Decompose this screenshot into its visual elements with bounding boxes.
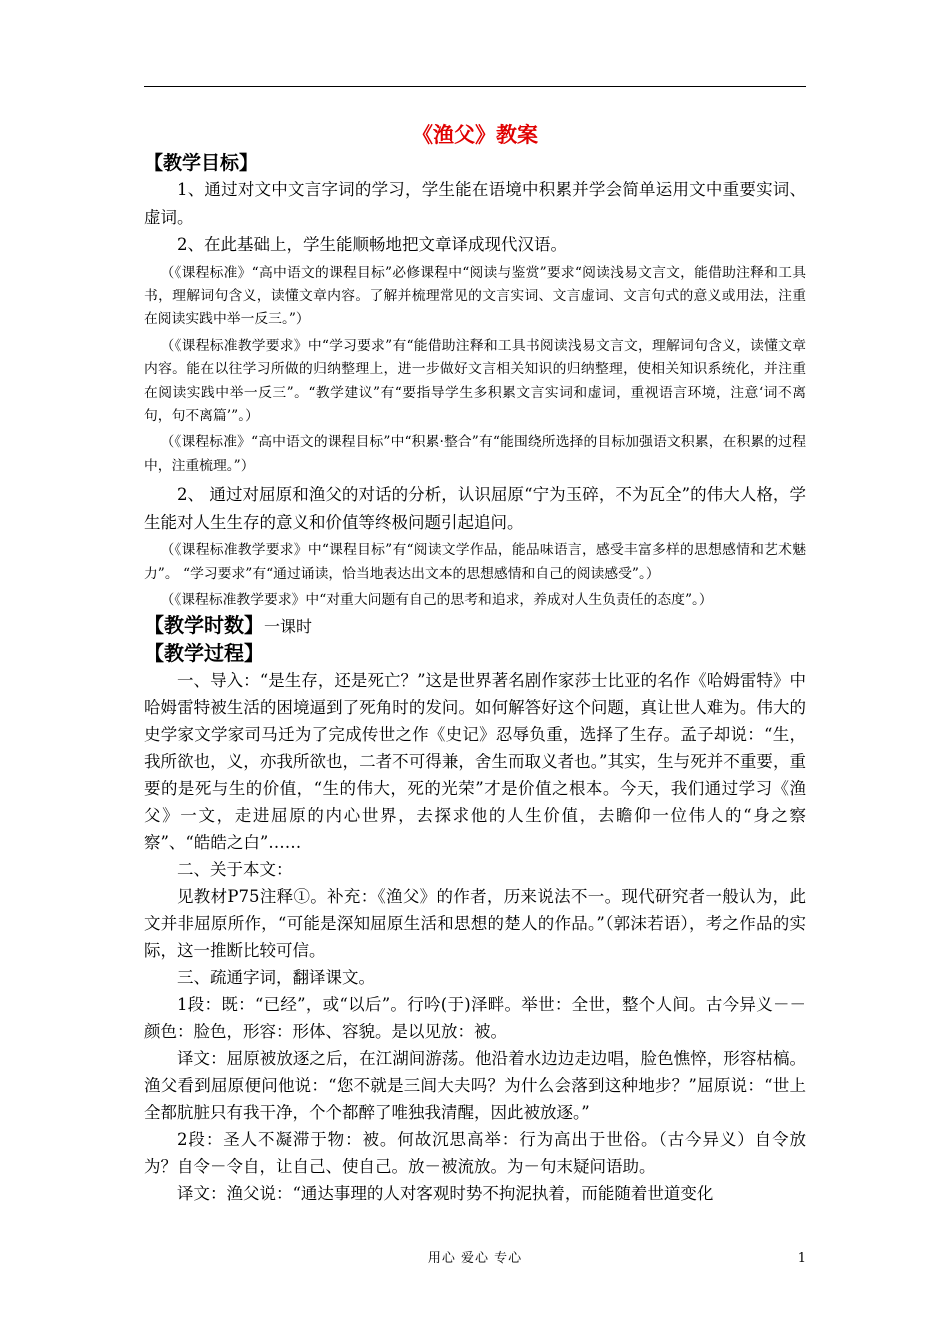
note-2: （《课程标准教学要求》中“学习要求”有“能借助注释和工具书阅读浅易文言文，理解词句含义，读懂文章内容。能在以往学习所做的归纳整理上，进一步做好文言相关知识的归纳整理，使相关知识系统化，并注重在阅读实践中举一反三”。“教学建议”有“要指导学生多积累文言实词和虚词，重视语言环境，注意‘词不离句，句不离篇’”。） [144,337,806,424]
page-footer [144,1251,806,1267]
words-heading: 三、疏通字词，翻译课文。 [177,968,375,988]
goal-1: 1、通过对文中文言字词的学习，学生能在语境中积累并学会简单运用文中重要实词、虚词。 [144,180,806,227]
about-paragraph: 见教材P75注释①。补充：《渔父》的作者，历来说法不一。现代研究者一般认为，此文并非屈原所作，“可能是深知屈原生活和思想的楚人的作品。”（郭沫若语），考之作品的实际，这一推断比较可信。 [144,887,806,961]
para-2-notes: 2段：圣人不凝滞于物：被。何故沉思高举：行为高出于世俗。（古今异义）自令放为？自令－令自，让自己、使自己。放－被流放。为－句末疑问语助。 [144,1130,806,1177]
para-1-translation: 译文：屈原被放逐之后，在江湖间游荡。他沿着水边边走边唱，脸色憔悴，形容枯槁。渔父看到屈原便问他说：“您不就是三闾大夫吗？为什么会落到这种地步？”屈原说：“世上全都肮脏只有我干净，个个都醉了唯独我清醒，因此被放逐。” [144,1049,806,1123]
intro-paragraph: 一、导入：“是生存，还是死亡？”这是世界著名剧作家莎士比亚的名作《哈姆雷特》中哈姆雷特被生活的困境逼到了死角时的发问。如何解答好这个问题，真让世人难为。伟大的史学家文学家司马迁为了完成传世之作《史记》忍辱负重，选择了生存。孟子却说：“生，我所欲也，义，亦我所欲也，二者不可得兼，舍生而取义者也。”其实，生与死并不重要，重要的是死与生的价值，“生的伟大，死的光荣”才是价值之根本。今天，我们通过学习《渔父》一文，走进屈原的内心世界，去探求他的人生价值，去瞻仰一位伟人的“身之察察”、“皓皓之白”…… [144,671,806,853]
hours-value: 一课时 [264,617,313,637]
para-2-translation: 译文：渔父说：“通达事理的人对客观时势不拘泥执着，而能随着世道变化 [177,1184,714,1204]
goal-3: 2、 通过对屈原和渔父的对话的分析，认识屈原“宁为玉碎，不为瓦全”的伟大人格，学生能对人生生存的意义和价值等终极问题引起追问。 [144,485,806,532]
hours-heading [144,612,806,640]
hours-label: 【教学时数】 [144,613,264,638]
document-body [144,120,806,1207]
header-rule [144,86,806,87]
about-heading: 二、关于本文： [177,860,293,880]
process-heading: 【教学过程】 [144,641,264,666]
note-1: （《课程标准》“高中语文的课程目标”必修课程中“阅读与鉴赏”要求“阅读浅易文言文，能借助注释和工具书，理解词句含义，读懂文章内容。了解并梳理常见的文言实词、文言虚词、文言句式的意义或用法，注重在阅读实践中举一反三。”） [144,264,806,328]
goal-2: 2、在此基础上，学生能顺畅地把文章译成现代汉语。 [177,235,567,254]
footer-motto: 用心 爱心 专心 [427,1251,523,1266]
note-5: （《课程标准教学要求》中“对重大问题有自己的思考和追求，养成对人生负责任的态度”。） [160,591,713,608]
document-title: 《渔父》教案 [412,122,538,147]
note-4: （《课程标准教学要求》中“课程目标”有“阅读文学作品，能品味语言，感受丰富多样的思想感情和艺术魅力”。 “学习要求”有“通过诵读，恰当地表达出文本的思想感情和自己的阅读感受”。） [144,542,806,582]
page-number: 1 [797,1251,806,1266]
goals-heading: 【教学目标】 [144,152,259,174]
para-1-notes: 1段：既：“已经”，或“以后”。行吟(于)泽畔。举世：全世，整个人间。古今异义－－颜色：脸色，形容：形体、容貌。是以见放：被。 [144,995,806,1042]
note-3: （《课程标准》“高中语文的课程目标”中“积累·整合”有“能围绕所选择的目标加强语文积累，在积累的过程中，注重梳理。”） [144,434,806,474]
